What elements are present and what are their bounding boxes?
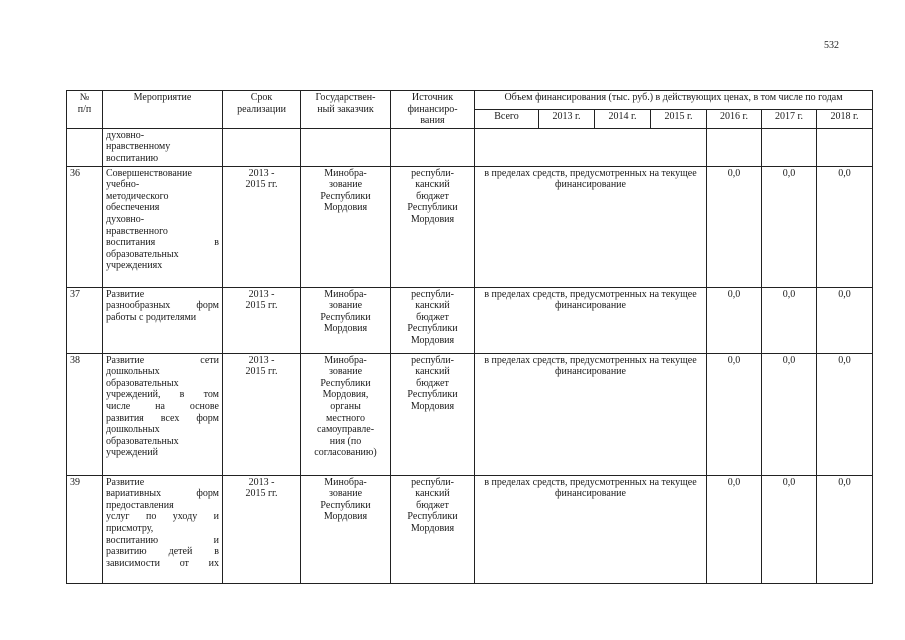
row-2017: 0,0 — [762, 166, 817, 287]
event-line: духовно- — [106, 213, 145, 225]
row-2018: 0,0 — [817, 166, 873, 287]
row-customer: Минобра- зование Республики Мордовия, органы местного самоуправле- ния (по согласованию) — [301, 353, 391, 475]
event-line: дошкольных — [106, 424, 160, 436]
table-row — [67, 166, 873, 287]
row-2016: 0,0 — [707, 287, 762, 353]
event-line: Развитие — [106, 288, 145, 300]
row-event — [103, 353, 223, 475]
cont-event-line: воспитанию — [106, 152, 159, 164]
row-term: 2013 - 2015 гг. — [223, 475, 301, 583]
header-2014: 2014 г. — [595, 109, 651, 128]
row-2016: 0,0 — [707, 166, 762, 287]
header-2016: 2016 г. — [707, 109, 762, 128]
row-source: республи- канский бюджет Республики Мордовия — [391, 287, 475, 353]
event-line: присмотру, — [106, 522, 154, 534]
event-line: дошкольных — [106, 366, 160, 378]
row-funding-text: в пределах средств, предусмотренных на текущее финансирование — [475, 166, 707, 287]
header-row — [67, 91, 873, 110]
row-event — [103, 166, 223, 287]
event-line: образовательных — [106, 377, 179, 389]
row-source: республи- канский бюджет Республики Мордовия — [391, 353, 475, 475]
cont-event-line: духовно- — [106, 129, 145, 141]
event-line: воспитанию и — [106, 534, 219, 546]
row-funding-text: в пределах средств, предусмотренных на текущее финансирование — [475, 287, 707, 353]
row-customer: Минобра- зование Республики Мордовия — [301, 475, 391, 583]
event-line: образовательных — [106, 435, 179, 447]
continuation-row — [67, 128, 873, 166]
cont-event-line: нравственному — [106, 141, 171, 153]
header-num: № п/п — [67, 91, 103, 129]
event-line: услуг по уходу и — [106, 511, 219, 523]
event-line: разнообразных форм — [106, 300, 219, 312]
row-funding-text: в пределах средств, предусмотренных на текущее финансирование — [475, 353, 707, 475]
row-2018: 0,0 — [817, 287, 873, 353]
funding-table — [66, 90, 873, 584]
row-event — [103, 475, 223, 583]
header-2015: 2015 г. — [651, 109, 707, 128]
header-event: Мероприятие — [103, 91, 223, 129]
header-2013: 2013 г. — [539, 109, 595, 128]
event-line: предоставления — [106, 499, 174, 511]
event-line: учреждений, в том — [106, 389, 219, 401]
cont-customer — [301, 128, 391, 166]
row-num: 38 — [67, 353, 103, 475]
event-line: Развитие — [106, 476, 145, 488]
header-term: Срок реализации — [223, 91, 301, 129]
row-num: 39 — [67, 475, 103, 583]
row-customer: Минобра- зование Республики Мордовия — [301, 166, 391, 287]
event-line: учреждений — [106, 447, 158, 459]
cont-funding — [475, 128, 707, 166]
event-line: обеспечения — [106, 202, 160, 214]
row-source: республи- канский бюджет Республики Мордовия — [391, 475, 475, 583]
event-line: вариативных форм — [106, 488, 219, 500]
cont-2016 — [707, 128, 762, 166]
event-line: Совершенствование — [106, 167, 192, 179]
event-line: развития всех форм — [106, 412, 219, 424]
event-line: нравственного — [106, 225, 168, 237]
event-line: работы с родителями — [106, 311, 197, 323]
event-line: учебно- — [106, 179, 140, 191]
event-line: образовательных — [106, 248, 179, 260]
event-line: Развитие сети — [106, 354, 219, 366]
row-term: 2013 - 2015 гг. — [223, 166, 301, 287]
row-term: 2013 - 2015 гг. — [223, 353, 301, 475]
header-source: Источник финансиро- вания — [391, 91, 475, 129]
cont-2018 — [817, 128, 873, 166]
row-event — [103, 287, 223, 353]
row-2016: 0,0 — [707, 353, 762, 475]
page-number: 532 — [824, 40, 839, 51]
row-2017: 0,0 — [762, 353, 817, 475]
table-row — [67, 287, 873, 353]
event-line: воспитания в — [106, 237, 219, 249]
header-funding: Объем финансирования (тыс. руб.) в действующих ценах, в том числе по годам — [475, 91, 873, 110]
header-2017: 2017 г. — [762, 109, 817, 128]
row-2017: 0,0 — [762, 475, 817, 583]
table-row — [67, 353, 873, 475]
row-num: 36 — [67, 166, 103, 287]
event-line: числе на основе — [106, 400, 219, 412]
row-source: республи- канский бюджет Республики Мордовия — [391, 166, 475, 287]
cont-num — [67, 128, 103, 166]
row-funding-text: в пределах средств, предусмотренных на текущее финансирование — [475, 475, 707, 583]
event-line: учреждениях — [106, 260, 163, 272]
row-2018: 0,0 — [817, 475, 873, 583]
header-customer: Государствен- ный заказчик — [301, 91, 391, 129]
row-term: 2013 - 2015 гг. — [223, 287, 301, 353]
cont-source — [391, 128, 475, 166]
header-total: Всего — [475, 109, 539, 128]
event-line: зависимости от их — [106, 557, 219, 569]
event-line: развитию детей в — [106, 546, 219, 558]
event-line: методического — [106, 190, 169, 202]
row-2017: 0,0 — [762, 287, 817, 353]
row-num: 37 — [67, 287, 103, 353]
cont-event — [103, 128, 223, 166]
table-row — [67, 475, 873, 583]
row-2018: 0,0 — [817, 353, 873, 475]
row-2016: 0,0 — [707, 475, 762, 583]
cont-2017 — [762, 128, 817, 166]
cont-term — [223, 128, 301, 166]
header-2018: 2018 г. — [817, 109, 873, 128]
row-customer: Минобра- зование Республики Мордовия — [301, 287, 391, 353]
